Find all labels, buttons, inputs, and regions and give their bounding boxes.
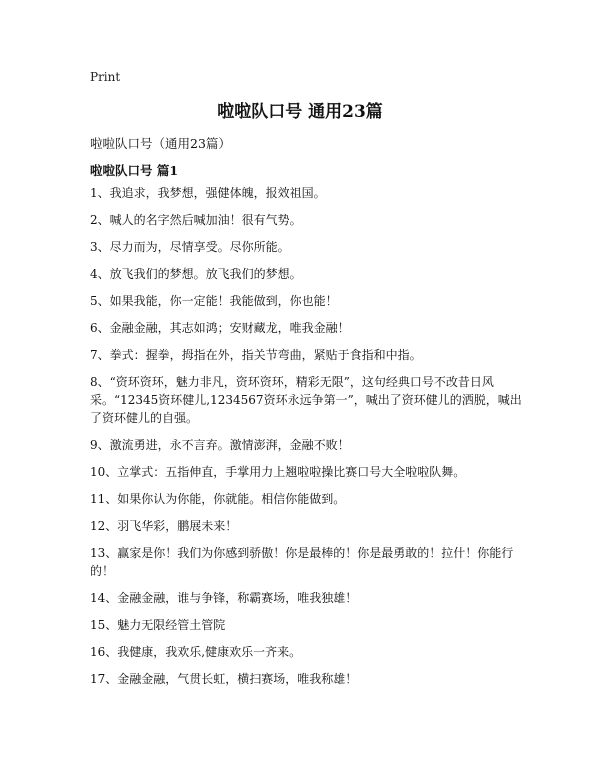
list-item: 9、激流勇进，永不言弃。激情澎湃，金融不败！ <box>90 438 350 452</box>
list-item: 4、放飞我们的梦想。放飞我们的梦想。 <box>90 267 302 281</box>
list-item: 5、如果我能，你一定能！我能做到，你也能！ <box>90 294 338 308</box>
list-item: 12、羽飞华彩，鹏展未来！ <box>90 519 238 533</box>
slogan-list <box>90 184 522 697</box>
document-subtitle: 啦啦队口号（通用23篇） <box>90 136 231 151</box>
list-item: 11、如果你认为你能，你就能。相信你能做到。 <box>90 492 346 506</box>
section-heading: 啦啦队口号 篇1 <box>90 163 179 178</box>
list-item: 2、喊人的名字然后喊加油！很有气势。 <box>90 213 302 227</box>
list-item: 7、拳式：握拳，拇指在外，指关节弯曲，紧贴于食指和中指。 <box>90 348 422 362</box>
list-item: 10、立掌式：五指伸直，手掌用力上翘啦啦操比赛口号大全啦啦队舞。 <box>90 465 466 479</box>
list-item: 3、尽力而为，尽情享受。尽你所能。 <box>90 240 290 254</box>
page-title: 啦啦队口号 通用23篇 <box>217 102 383 122</box>
list-item: 15、魅力无限经管土管院 <box>90 618 226 632</box>
list-item: 8、“资环资环，魅力非凡，资环资环，精彩无限”，这句经典口号不改昔日风采。“12345资环健儿,1234567资环永远争第一”，喊出了资环健儿的洒脱，喊出了资环健儿的自强。 <box>90 375 522 425</box>
list-item: 17、金融金融，气贯长虹，横扫赛场，唯我称雄！ <box>90 672 358 686</box>
list-item: 6、金融金融，其志如鸿；安财藏龙，唯我金融！ <box>90 321 350 335</box>
list-item: 14、金融金融，谁与争锋，称霸赛场，唯我独雄！ <box>90 591 358 605</box>
print-label: Print <box>90 70 121 84</box>
list-item: 13、赢家是你！我们为你感到骄傲！你是最棒的！你是最勇敢的！拉什！你能行的！ <box>90 546 514 578</box>
list-item: 16、我健康，我欢乐,健康欢乐一齐来。 <box>90 645 302 659</box>
list-item: 1、我追求，我梦想，强健体魄，报效祖国。 <box>90 186 326 200</box>
